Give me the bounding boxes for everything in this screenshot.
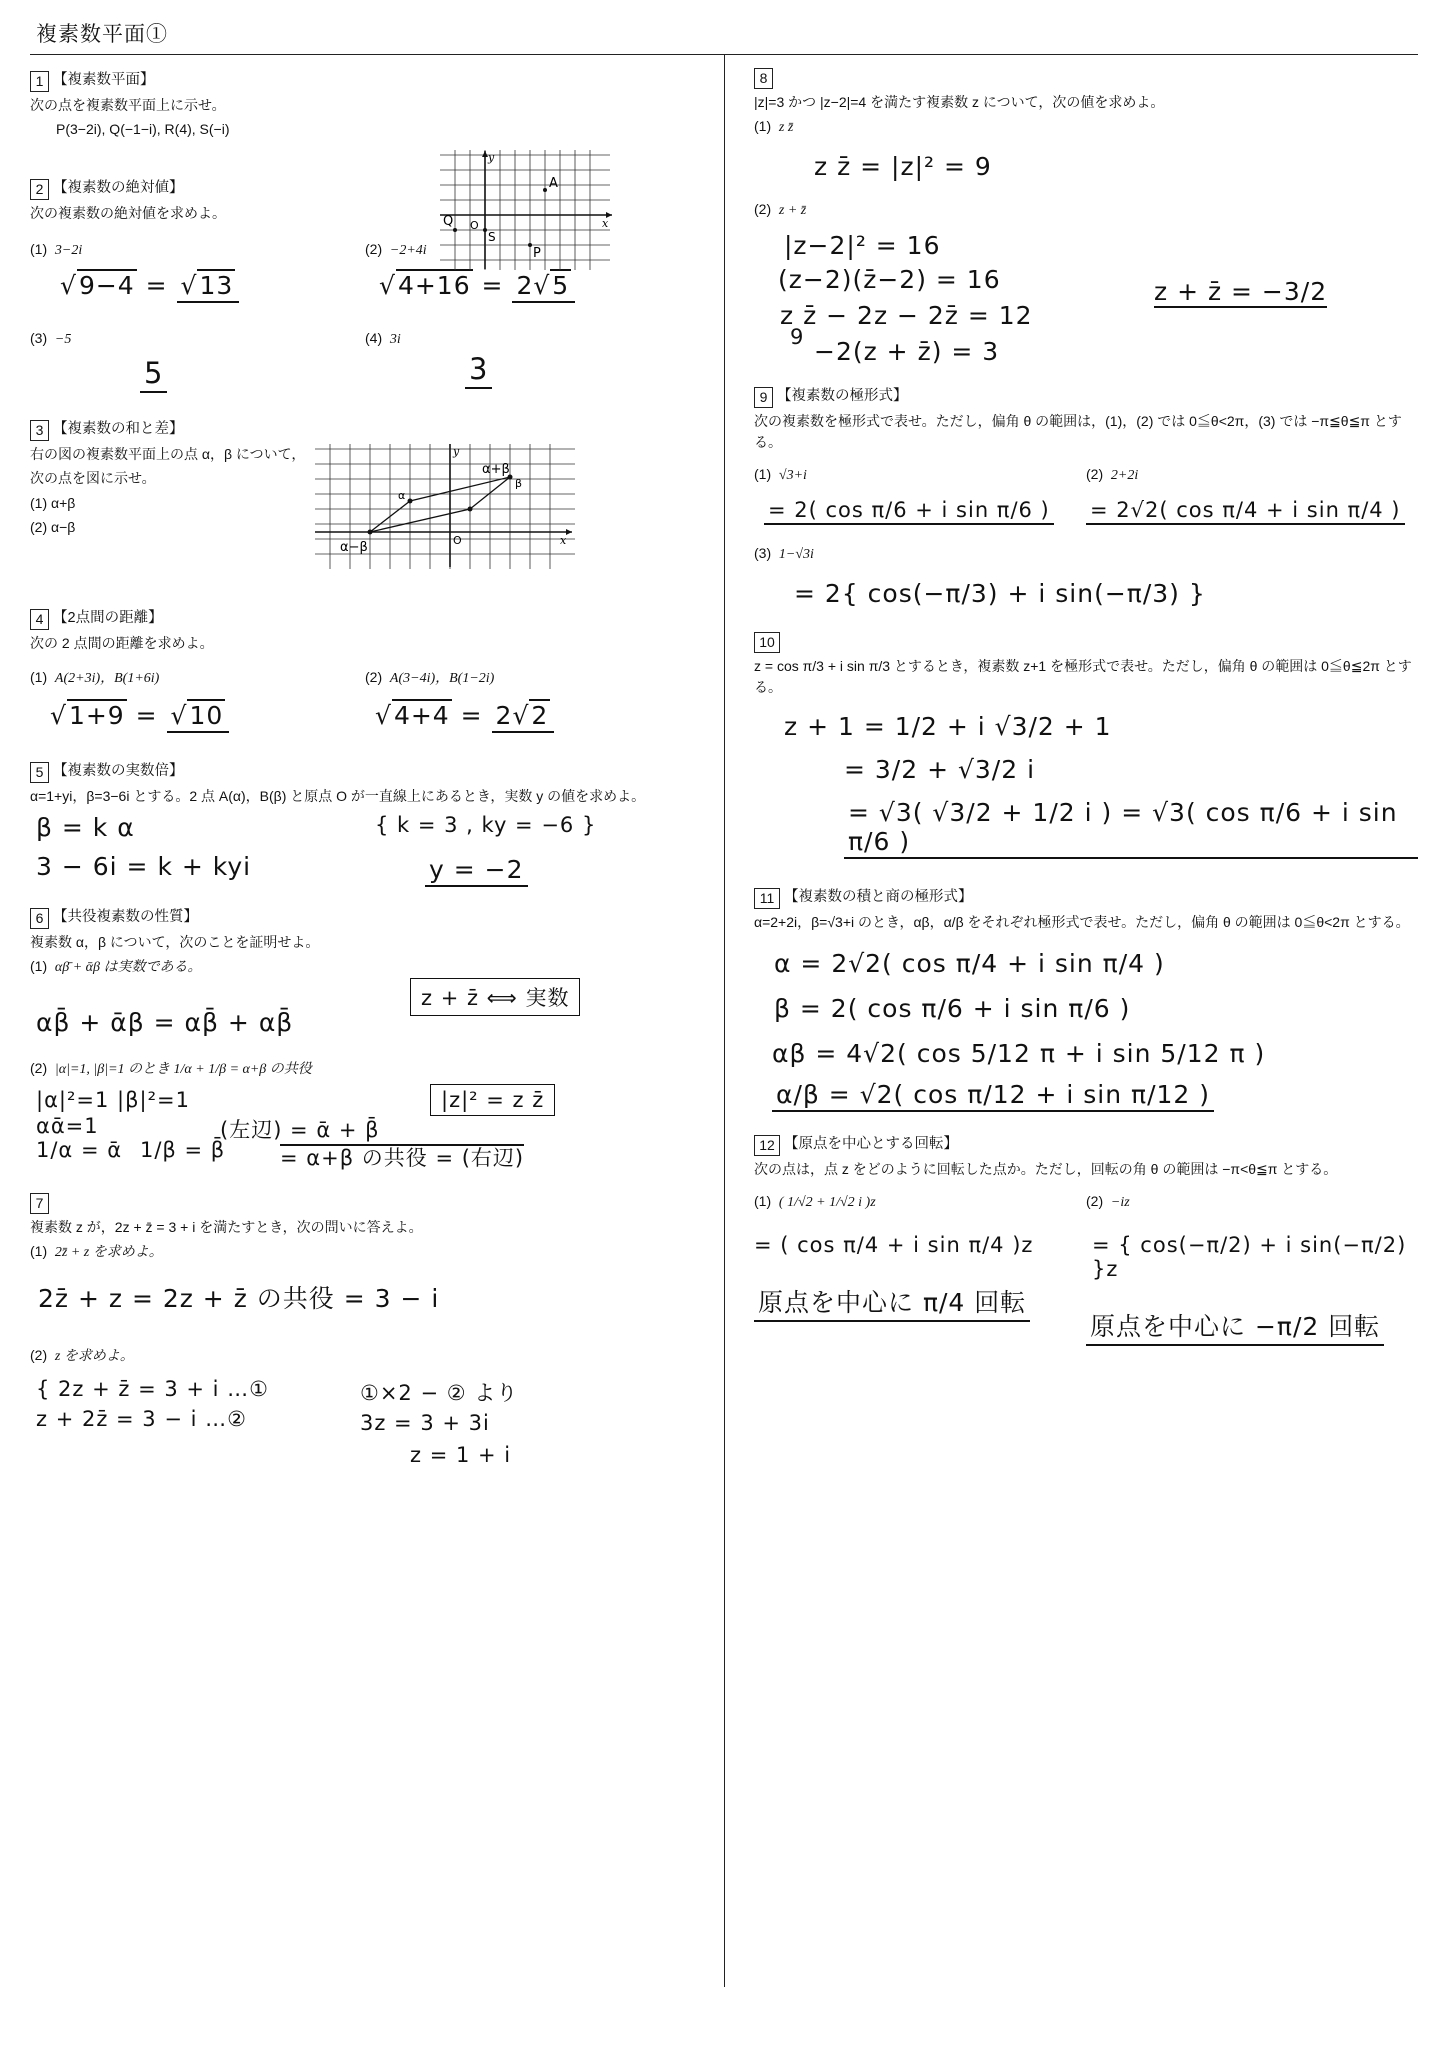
two-column-body (30, 55, 1418, 1995)
q11-work-4-text: α/β = √2( cos π/12 + i sin π/12 ) (772, 1080, 1214, 1112)
question-9 (754, 384, 1418, 608)
q4-1-label: (1) (30, 669, 48, 685)
q7-1-work: 2z̄ + z = 2z + z̄ の共役 = 3 − i (38, 1284, 440, 1313)
q6-1-note: z + z̄ ⟺ 実数 (410, 978, 580, 1016)
q7-2-expr: z を求めよ。 (54, 1349, 134, 1364)
question-2-item-3 (30, 325, 365, 393)
question-12-item-2 (1086, 1188, 1418, 1346)
svg-text:α−β: α−β (340, 540, 368, 555)
question-9-item-3 (754, 543, 1418, 608)
question-4-title: 【2点間の距離】 (53, 610, 163, 626)
q10-work-3-text: = √3( √3/2 + 1/2 i ) = √3( cos π/6 + i sin π/6 ) (844, 798, 1418, 859)
q2-3-answer-text: 5 (140, 356, 167, 393)
q2-1-expr: 3−2i (54, 243, 83, 258)
q11-work-2: β = 2( cos π/6 + i sin π/6 ) (774, 994, 1131, 1023)
question-4-text: 次の 2 点間の距離を求めよ。 (30, 635, 214, 651)
question-12-title: 【原点を中心とする回転】 (784, 1136, 958, 1152)
question-3-title: 【複素数の和と差】 (53, 421, 184, 437)
q2-1-work: √ 9−4 = √ 13 (60, 271, 365, 303)
q12-2-label: (2) (1086, 1193, 1104, 1209)
q7-2-work-1: { 2z + z̄ = 3 + i …① (36, 1377, 269, 1401)
question-3-text2: 次の点を図に示せ。 (30, 470, 156, 486)
q9-1-expr: √3+i (778, 468, 807, 483)
question-8 (754, 68, 1418, 371)
q6-2-work-5: (左辺) = ᾱ + β̄ (220, 1118, 380, 1142)
q9-3-expr: 1−√3i (778, 547, 814, 562)
question-10 (754, 632, 1418, 859)
q9-2-expr: 2+2i (1110, 468, 1139, 483)
question-1-title: 【複素数平面】 (53, 72, 155, 88)
q7-1-expr: 2z̄ + z を求めよ。 (54, 1245, 163, 1260)
q9-1-work (764, 498, 1086, 525)
question-11-heading (754, 885, 1418, 909)
question-5-text: α=1+yi，β=3−6i とする。2 点 A(α)，B(β) と原点 O が一直線上にあるとき，実数 y の値を求めよ。 (30, 788, 646, 804)
q6-1-work: αβ̄ + ᾱβ = αβ̄ + αβ̄ (36, 1008, 294, 1037)
question-3-number: 3 (30, 420, 49, 441)
q8-2-work-3: z z̄ − 2z − 2z̄ = 12 (780, 301, 1033, 330)
question-2-number: 2 (30, 179, 49, 200)
left-column (30, 55, 724, 1995)
question-2-item-4 (365, 325, 700, 393)
q2-4-label: (4) (365, 330, 383, 346)
q8-1-work (814, 152, 1418, 181)
q8-2-work-4: 9 (790, 325, 805, 349)
question-1-number: 1 (30, 71, 49, 92)
question-7-number: 7 (30, 1193, 49, 1214)
q2-1-label: (1) (30, 241, 48, 257)
q6-1-label: (1) (30, 958, 48, 974)
question-10-text: z = cos π/3 + i sin π/3 とするとき，複素数 z+1 を極形式で表せ。ただし，偏角 θ の範囲は 0≦θ≦2π とする。 (754, 658, 1412, 695)
question-6 (30, 905, 700, 1180)
question-2-text: 次の複素数の絶対値を求めよ。 (30, 205, 226, 221)
question-7 (30, 1193, 700, 1477)
q4-2-work: √ 4+4 = 2 √ 2 (375, 701, 700, 733)
q10-work-2: = 3/2 + √3/2 i (844, 755, 1036, 784)
question-11-number: 11 (754, 888, 780, 909)
q10-work-3 (844, 798, 1418, 859)
q5-work-3: { k = 3 , ky = −6 } (375, 813, 597, 837)
svg-text:y: y (453, 445, 460, 458)
question-12-text: 次の点は，点 z をどのように回転した点か。ただし，回転の角 θ の範囲は −π<θ≦π とする。 (754, 1161, 1338, 1177)
q12-1-label: (1) (754, 1193, 772, 1209)
question-10-heading (754, 632, 1418, 653)
svg-text:S: S (488, 230, 496, 244)
page-title: 複素数平面① (36, 23, 168, 46)
question-12-heading (754, 1132, 1418, 1156)
q8-1-expr: z z̄ (778, 120, 794, 135)
svg-text:α: α (398, 489, 406, 502)
q12-2-answer-text: 原点を中心に −π/2 回転 (1086, 1307, 1384, 1346)
q2-3-expr: −5 (54, 332, 72, 347)
q5-answer-text: y = −2 (425, 855, 528, 887)
q8-1-work-text: z z̄ = |z|² = 9 (814, 152, 992, 181)
q9-1-label: (1) (754, 466, 772, 482)
question-3-item-2: (2) α−β (30, 519, 76, 535)
question-4-item-2 (365, 664, 700, 733)
question-5-number: 5 (30, 762, 49, 783)
svg-text:O: O (470, 219, 479, 232)
question-6-title: 【共役複素数の性質】 (53, 909, 198, 925)
q8-2-answer (1154, 277, 1327, 308)
q8-2-work-2: (z−2)(z̄−2) = 16 (778, 265, 1001, 294)
svg-text:Q: Q (443, 214, 454, 229)
q7-2-work-5: z = 1 + i (410, 1443, 512, 1467)
right-column (724, 55, 1418, 1995)
q11-work-4 (772, 1080, 1418, 1112)
q2-2-work: √ 4+16 = 2 √ 5 (379, 271, 700, 303)
question-3-graph (310, 439, 580, 579)
q8-2-work-1: |z−2|² = 16 (784, 231, 941, 260)
question-8-text: |z|=3 かつ |z−2|=4 を満たす複素数 z について，次の値を求めよ。 (754, 94, 1165, 110)
q6-2-work-6 (280, 1142, 524, 1172)
q8-2-answer-text: z + z̄ = −3/2 (1154, 277, 1328, 306)
q6-2-work-4: 1/β = β̄ (140, 1138, 226, 1162)
question-11-text: α=2+2i，β=√3+i のとき，αβ，α/β をそれぞれ極形式で表せ。ただし，偏角 θ の範囲は 0≦θ<2π とする。 (754, 914, 1410, 930)
question-6-text: 複素数 α，β について，次のことを証明せよ。 (30, 934, 320, 950)
question-12-item-1 (754, 1188, 1086, 1346)
q7-2-label: (2) (30, 1347, 48, 1363)
q12-2-expr: −iz (1110, 1195, 1130, 1210)
question-9-heading (754, 384, 1418, 408)
question-3 (30, 417, 700, 555)
q7-2-work-4: 3z = 3 + 3i (360, 1411, 490, 1435)
q6-2-note: |z|² = z z̄ (430, 1084, 555, 1116)
q2-3-answer (140, 356, 365, 393)
q4-1-work: √ 1+9 = √ 10 (50, 701, 365, 733)
q9-3-work: = 2{ cos(−π/3) + i sin(−π/3) } (794, 579, 1206, 608)
question-4-item-1 (30, 664, 365, 733)
svg-text:y: y (488, 151, 495, 164)
q4-2-label: (2) (365, 669, 383, 685)
question-3-heading (30, 417, 700, 441)
question-5-title: 【複素数の実数倍】 (53, 763, 184, 779)
question-8-number: 8 (754, 68, 773, 89)
q5-work-2: 3 − 6i = k + kyi (36, 852, 252, 881)
q7-2-work-3: ①×2 − ② より (360, 1381, 519, 1405)
q5-answer (425, 855, 700, 887)
question-11 (754, 885, 1418, 1112)
question-1-points: P(3−2i), Q(−1−i), R(4), S(−i) (56, 121, 230, 137)
q8-2-label: (2) (754, 201, 772, 217)
question-1-heading (30, 68, 700, 92)
q6-2-work-6-text: = α+β の共役 = (右辺) (280, 1146, 525, 1170)
q7-2-work-2: z + 2z̄ = 3 − i …② (36, 1407, 247, 1431)
question-6-number: 6 (30, 908, 49, 929)
q12-1-answer-text: 原点を中心に π/4 回転 (754, 1283, 1030, 1322)
question-2-item-1 (30, 236, 365, 303)
question-3-item-1: (1) α+β (30, 495, 76, 511)
question-1-graph (430, 145, 620, 275)
svg-text:β: β (515, 477, 523, 490)
q5-work-1: β = k α (36, 813, 135, 842)
question-3-text1: 右の図の複素数平面上の点 α，β について， (30, 446, 306, 462)
q4-1-expr: A(2+3i)，B(1+6i) (54, 671, 160, 686)
q9-1-work-text: = 2( cos π/6 + i sin π/6 ) (764, 498, 1054, 525)
q6-2-expr: |α|=1, |β|=1 のとき 1/α + 1/β = α+β の共役 (54, 1062, 312, 1077)
question-12 (754, 1132, 1418, 1346)
q6-2-work-1: |α|²=1 |β|²=1 (36, 1088, 190, 1112)
question-9-item-2 (1086, 461, 1418, 525)
q9-2-work-text: = 2√2( cos π/4 + i sin π/4 ) (1086, 498, 1405, 525)
question-1-text: 次の点を複素数平面上に示せ。 (30, 97, 226, 113)
q2-3-label: (3) (30, 330, 48, 346)
svg-text:O: O (453, 534, 462, 547)
question-4-number: 4 (30, 609, 49, 630)
q8-1-label: (1) (754, 118, 772, 134)
q12-2-work: = { cos(−π/2) + i sin(−π/2) }z (1092, 1233, 1407, 1281)
q8-2-expr: z + z̄ (778, 203, 807, 218)
question-9-item-1 (754, 461, 1086, 525)
question-9-number: 9 (754, 387, 773, 408)
question-7-heading (30, 1193, 700, 1214)
question-9-text: 次の複素数を極形式で表せ。ただし，偏角 θ の範囲は，(1)，(2) では 0≦θ<2π，(3) では −π≦θ≦π とする。 (754, 413, 1402, 450)
q2-2-expr: −2+4i (389, 243, 427, 258)
question-12-number: 12 (754, 1135, 780, 1156)
q4-2-expr: A(3−4i)，B(1−2i) (389, 671, 495, 686)
question-5 (30, 759, 700, 887)
q12-1-expr: ( 1/√2 + 1/√2 i )z (778, 1195, 876, 1210)
question-7-text: 複素数 z が，2z + z̄ = 3 + i を満たすとき，次の問いに答えよ。 (30, 1219, 423, 1235)
q7-1-label: (1) (30, 1243, 48, 1259)
question-8-heading (754, 68, 1418, 89)
q11-work-1: α = 2√2( cos π/4 + i sin π/4 ) (774, 949, 1165, 978)
q12-2-answer (1086, 1307, 1418, 1346)
svg-text:P: P (533, 246, 541, 261)
question-6-heading (30, 905, 700, 929)
q8-2-work-5: −2(z + z̄) = 3 (814, 337, 1000, 366)
q6-2-label: (2) (30, 1060, 48, 1076)
question-5-heading (30, 759, 700, 783)
svg-text:A: A (549, 176, 558, 191)
q9-3-label: (3) (754, 545, 772, 561)
question-11-title: 【複素数の積と商の極形式】 (784, 889, 973, 905)
q12-1-answer (754, 1283, 1086, 1322)
svg-text:α+β: α+β (482, 462, 510, 477)
q2-4-expr: 3i (389, 332, 401, 347)
svg-text:x: x (602, 217, 609, 230)
q6-1-expr: αβ̄ + ᾱβ は実数である。 (54, 960, 202, 975)
q9-2-work (1086, 498, 1418, 525)
q10-work-1: z + 1 = 1/2 + i √3/2 + 1 (784, 712, 1112, 741)
q12-1-work: = ( cos π/4 + i sin π/4 )z (754, 1233, 1034, 1257)
q9-2-label: (2) (1086, 466, 1104, 482)
question-10-number: 10 (754, 632, 780, 653)
question-4-heading (30, 606, 700, 630)
q6-2-work-2: αᾱ=1 (36, 1114, 99, 1138)
question-2-title: 【複素数の絶対値】 (53, 180, 184, 196)
svg-text:x: x (560, 534, 567, 547)
question-9-title: 【複素数の極形式】 (777, 388, 908, 404)
q2-2-label: (2) (365, 241, 383, 257)
question-4 (30, 606, 700, 733)
q6-2-work-3: 1/α = ᾱ (36, 1138, 123, 1162)
q2-4-answer (465, 352, 700, 389)
q2-4-answer-text: 3 (465, 352, 492, 389)
q11-work-3: αβ = 4√2( cos 5/12 π + i sin 5/12 π ) (772, 1039, 1266, 1068)
